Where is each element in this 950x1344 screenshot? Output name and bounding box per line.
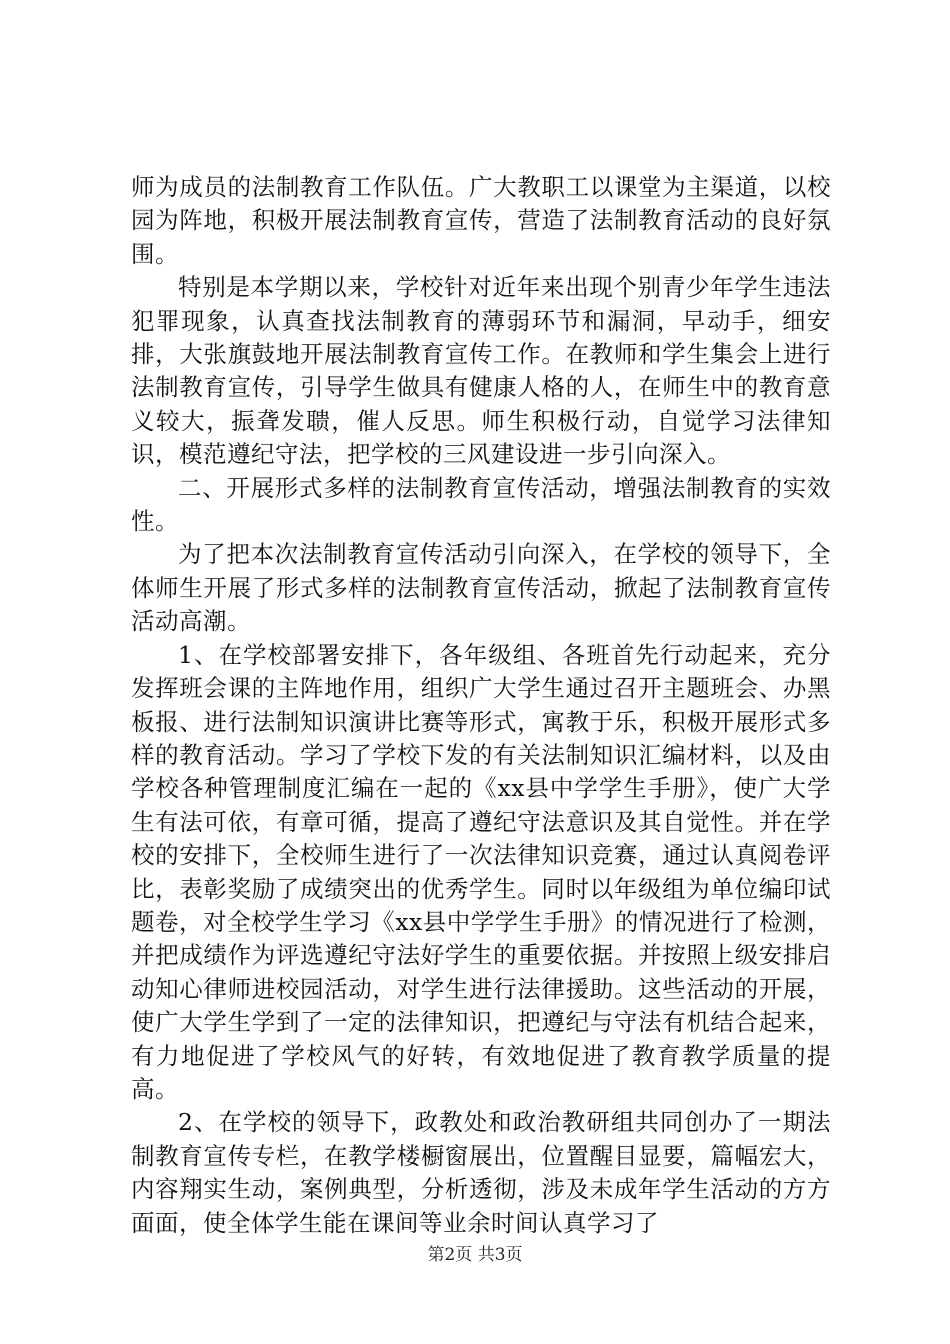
paragraph-campaign-intro: 为了把本次法制教育宣传活动引向深入，在学校的领导下，全体师生开展了形式多样的法制教育宣传活动，掀起了法制教育宣传活动高潮。 — [131, 540, 831, 636]
page-footer: 第2页 共3页 — [427, 1245, 523, 1265]
paragraph-special-this-term: 特别是本学期以来，学校针对近年来出现个别青少年学生违法犯罪现象，认真查找法制教育的薄弱环节和漏洞，早动手，细安排，大张旗鼓地开展法制教育宣传工作。在教师和学生集会上进行法制教育宣传，引导学生做具有健康人格的人，在师生中的教育意义较大，振聋发聩，催人反思。师生积极行动，自觉学习法律知识，模范遵纪守法，把学校的三风建设进一步引向深入。 — [131, 273, 831, 469]
document-body — [131, 171, 831, 1240]
section-heading-two: 二、开展形式多样的法制教育宣传活动，增强法制教育的实效性。 — [131, 473, 831, 536]
paragraph-item-one: 1、在学校部署安排下，各年级组、各班首先行动起来，充分发挥班会课的主阵地作用，组织广大学生通过召开主题班会、办黑板报、进行法制知识演讲比赛等形式，寓教于乐，积极开展形式多样的教育活动。学习了学校下发的有关法制知识汇编材料，以及由学校各种管理制度汇编在一起的《xx县中学学生手册》，使广大学生有法可依，有章可循，提高了遵纪守法意识及其自觉性。并在学校的安排下，全校师生进行了一次法律知识竞赛，通过认真阅卷评比，表彰奖励了成绩突出的优秀学生。同时以年级组为单位编印试题卷，对全校学生学习《xx县中学学生手册》的情况进行了检测，并把成绩作为评选遵纪守法好学生的重要依据。并按照上级安排启动知心律师进校园活动，对学生进行法律援助。这些活动的开展，使广大学生学到了一定的法律知识，把遵纪与守法有机结合起来，有力地促进了学校风气的好转，有效地促进了教育教学质量的提高。 — [131, 640, 831, 1103]
paragraph-continued: 师为成员的法制教育工作队伍。广大教职工以课堂为主渠道，以校园为阵地，积极开展法制教育宣传，营造了法制教育活动的良好氛围。 — [131, 173, 831, 268]
paragraph-item-two: 2、在学校的领导下，政教处和政治教研组共同创办了一期法制教育宣传专栏，在教学楼橱窗展出，位置醒目显要，篇幅宏大，内容翔实生动，案例典型，分析透彻，涉及未成年学生活动的方方面面，使全体学生能在课间等业余时间认真学习了 — [131, 1108, 831, 1237]
